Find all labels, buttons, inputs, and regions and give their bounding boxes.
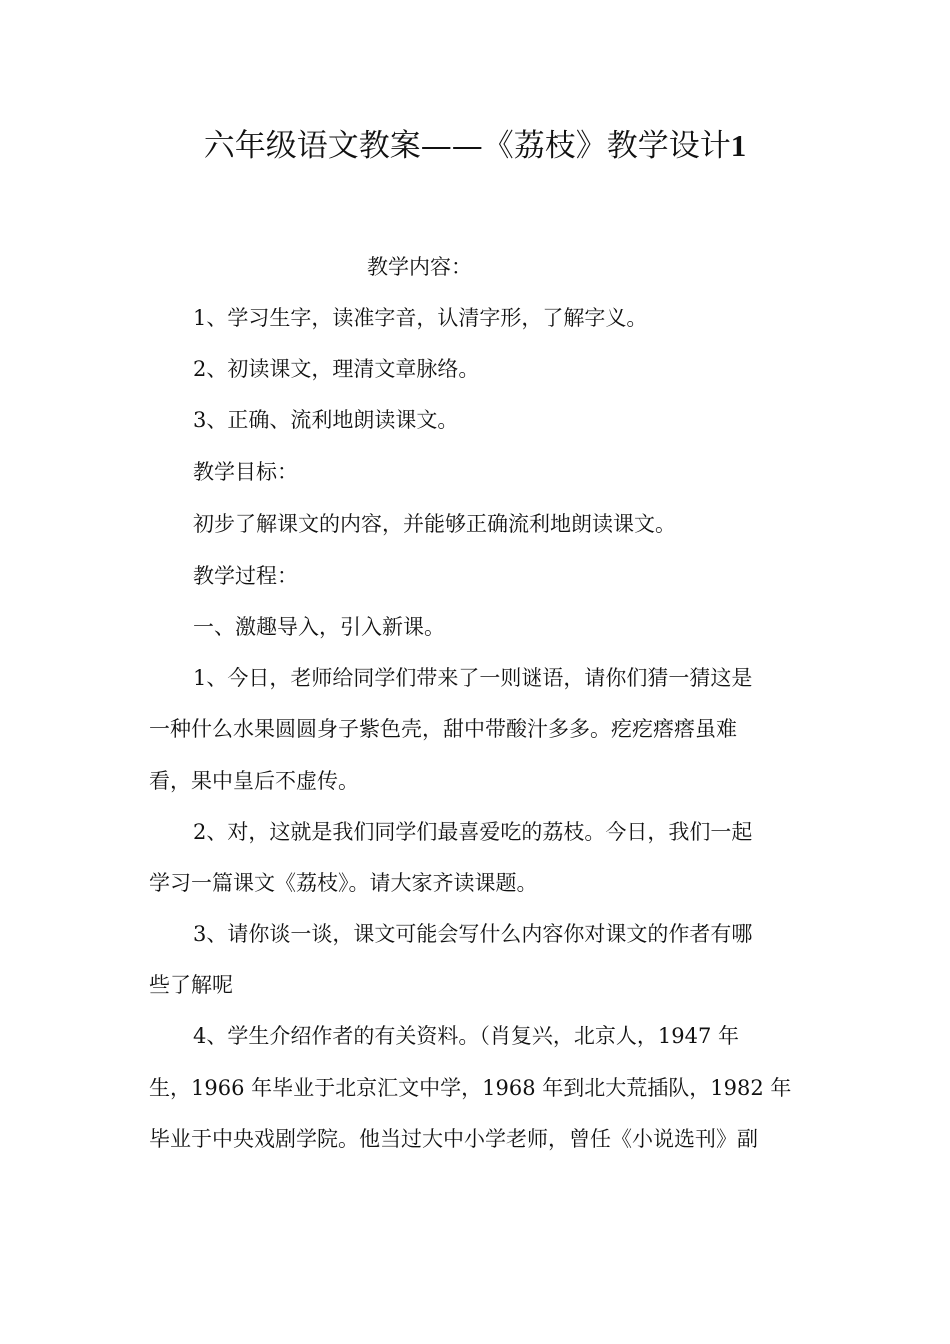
- paragraph-line: 1、今日，老师给同学们带来了一则谜语，请你们猜一猜这是: [193, 666, 753, 690]
- document-title-number: 1: [730, 128, 747, 163]
- paragraph-line: 些了解呢: [149, 973, 233, 997]
- document-title: [0, 120, 950, 172]
- paragraph-line: 看，果中皇后不虚传。: [149, 769, 359, 793]
- section-heading-goals: 教学目标：: [193, 460, 298, 484]
- paragraph-line: 2、对，这就是我们同学们最喜爱吃的荔枝。今日，我们一起: [193, 820, 753, 844]
- document-title-text: 六年级语文教案——《荔枝》教学设计: [203, 128, 731, 164]
- paragraph-line: 生，1966 年毕业于北京汇文中学，1968 年到北大荒插队，1982 年: [149, 1076, 792, 1100]
- paragraph-line: 毕业于中央戏剧学院。他当过大中小学老师，曾任《小说选刊》副: [149, 1127, 758, 1151]
- paragraph-line: 一、激趣导入，引入新课。: [193, 615, 445, 639]
- section-heading-process: 教学过程：: [193, 564, 298, 588]
- paragraph-line: 一种什么水果圆圆身子紫色壳，甜中带酸汁多多。疙疙瘩瘩虽难: [149, 717, 737, 741]
- paragraph-line: 3、请你谈一谈，课文可能会写什么内容你对课文的作者有哪: [193, 922, 753, 946]
- paragraph-line: 初步了解课文的内容，并能够正确流利地朗读课文。: [193, 512, 676, 536]
- paragraph-line: 3、正确、流利地朗读课文。: [193, 408, 459, 432]
- section-heading-content: 教学内容：: [367, 255, 472, 279]
- paragraph-line: 2、初读课文，理清文章脉络。: [193, 357, 480, 381]
- paragraph-line: 学习一篇课文《荔枝》。请大家齐读课题。: [149, 871, 538, 895]
- paragraph-line: 1、学习生字，读准字音，认清字形，了解字义。: [193, 306, 648, 330]
- paragraph-line: 4、学生介绍作者的有关资料。（肖复兴，北京人，1947 年: [193, 1024, 739, 1048]
